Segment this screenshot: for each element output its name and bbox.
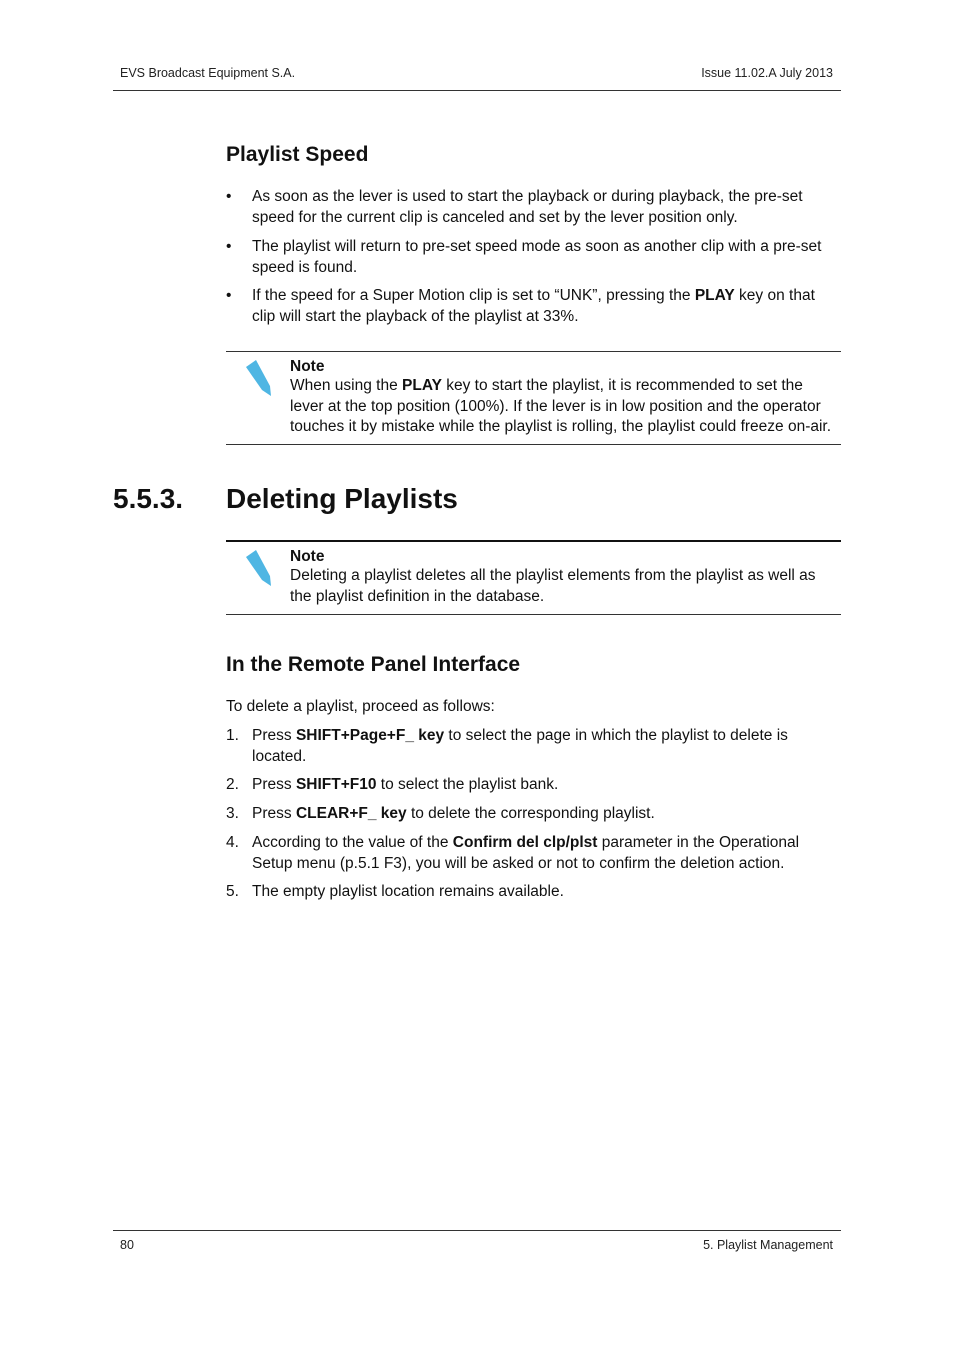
text-run: key to start the playlist, it is recommended to set the lever at the top position (100%). If the lever is in low position and the operator touches it by mistake while the playlist is rolling, the playlist could freeze on-air. bbox=[290, 377, 832, 435]
step-text bbox=[252, 726, 827, 767]
step-text: The empty playlist location remains available. bbox=[252, 883, 564, 900]
step-number: 5. bbox=[226, 883, 239, 900]
bold-run: CLEAR+F_ key bbox=[295, 805, 407, 822]
header-issue: Issue 11.02.A July 2013 bbox=[701, 66, 833, 80]
note-bottom-rule bbox=[226, 614, 841, 615]
section-title: Deleting Playlists bbox=[226, 483, 458, 514]
bold-run: Confirm del clp/plst bbox=[452, 834, 598, 851]
step-text bbox=[252, 775, 827, 796]
text-run: When using the bbox=[290, 377, 403, 394]
header-rule bbox=[113, 90, 841, 91]
text-run: parameter in the Operational Setup menu (p.5.1 F3), you will be asked or not to confirm the deletion action. bbox=[252, 834, 800, 872]
bold-run: PLAY bbox=[402, 377, 442, 394]
text-run: key on that clip will start the playback of the playlist at 33%. bbox=[252, 287, 815, 325]
note-text: Deleting a playlist deletes all the playlist elements from the playlist as well as the playlist definition in the database. bbox=[290, 567, 816, 605]
pencil-icon bbox=[243, 548, 273, 588]
page-number: 80 bbox=[120, 1238, 134, 1252]
step-number: 4. bbox=[226, 834, 239, 851]
text-run: Press bbox=[252, 805, 296, 822]
note-bottom-rule bbox=[226, 444, 841, 445]
bullet-text bbox=[252, 286, 827, 327]
intro-text: To delete a playlist, proceed as follows: bbox=[226, 698, 495, 715]
footer-rule bbox=[113, 1230, 841, 1231]
step-text bbox=[252, 804, 827, 825]
text-run: to select the page in which the playlist to delete is located. bbox=[252, 727, 788, 765]
header-company: EVS Broadcast Equipment S.A. bbox=[120, 66, 296, 80]
step-number: 1. bbox=[226, 727, 239, 744]
remote-panel-heading: In the Remote Panel Interface bbox=[226, 653, 521, 676]
note-title: Note bbox=[290, 548, 325, 565]
playlist-speed-heading: Playlist Speed bbox=[226, 143, 369, 166]
section-number: 5.5.3. bbox=[113, 483, 184, 514]
bullet-text: As soon as the lever is used to start the playback or during playback, the pre-set speed for the current clip is canceled and set by the lever position only. bbox=[252, 188, 803, 226]
note-text bbox=[290, 376, 840, 438]
note-top-rule bbox=[226, 351, 841, 352]
text-run: to select the playlist bank. bbox=[376, 776, 559, 793]
note-title: Note bbox=[290, 358, 325, 375]
text-run: If the speed for a Super Motion clip is set to “UNK”, pressing the bbox=[252, 287, 695, 304]
step-number: 3. bbox=[226, 805, 239, 822]
bold-run: PLAY bbox=[694, 287, 735, 304]
bullet-mark: • bbox=[226, 188, 232, 205]
text-run: Press bbox=[252, 776, 296, 793]
step-text bbox=[252, 833, 827, 874]
footer-chapter: 5. Playlist Management bbox=[703, 1238, 833, 1252]
bullet-mark: • bbox=[226, 287, 232, 304]
text-run: According to the value of the bbox=[252, 834, 453, 851]
bullet-text: The playlist will return to pre-set speed mode as soon as another clip with a pre-set speed is found. bbox=[252, 238, 822, 276]
bold-run: SHIFT+Page+F_ key bbox=[295, 727, 445, 744]
text-run: to delete the corresponding playlist. bbox=[406, 805, 655, 822]
bullet-mark: • bbox=[226, 238, 232, 255]
step-number: 2. bbox=[226, 776, 239, 793]
text-run: Press bbox=[252, 727, 296, 744]
pencil-icon bbox=[243, 358, 273, 398]
bold-run: SHIFT+F10 bbox=[295, 776, 377, 793]
note-top-rule bbox=[226, 540, 841, 542]
